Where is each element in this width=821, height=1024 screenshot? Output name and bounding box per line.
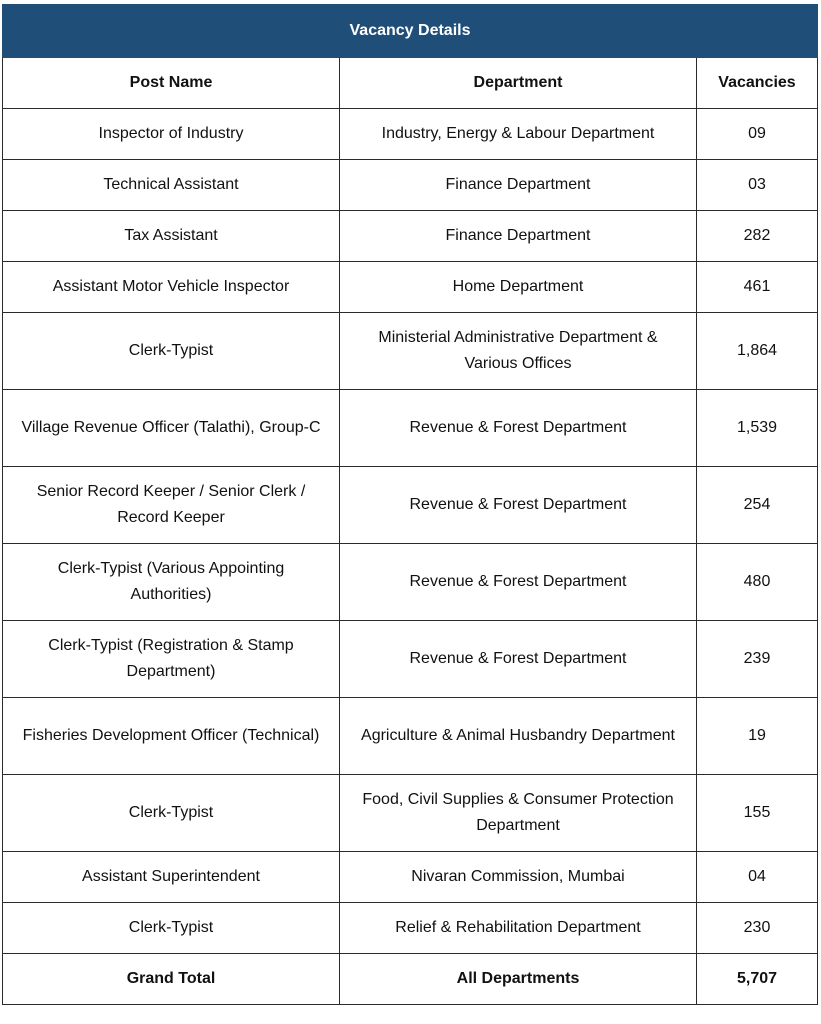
cell-post: Clerk-Typist (Registration & Stamp Department) — [3, 621, 340, 698]
table-row — [3, 621, 818, 698]
cell-vacancies: 254 — [697, 467, 818, 544]
cell-department: Finance Department — [340, 211, 697, 262]
cell-post: Clerk-Typist — [3, 775, 340, 852]
cell-vacancies: 1,539 — [697, 390, 818, 467]
total-label: Grand Total — [3, 954, 340, 1005]
vacancy-table — [2, 4, 818, 1005]
cell-vacancies: 09 — [697, 109, 818, 160]
cell-vacancies: 04 — [697, 852, 818, 903]
table-row — [3, 698, 818, 775]
cell-post: Inspector of Industry — [3, 109, 340, 160]
header-department: Department — [340, 58, 697, 109]
cell-post: Clerk-Typist — [3, 313, 340, 390]
cell-department: Home Department — [340, 262, 697, 313]
cell-department: Food, Civil Supplies & Consumer Protection Department — [340, 775, 697, 852]
cell-vacancies: 155 — [697, 775, 818, 852]
cell-post: Clerk-Typist — [3, 903, 340, 954]
table-row — [3, 160, 818, 211]
cell-post: Fisheries Development Officer (Technical) — [3, 698, 340, 775]
vacancy-table-container — [2, 4, 817, 1005]
table-row — [3, 313, 818, 390]
cell-vacancies: 19 — [697, 698, 818, 775]
table-row — [3, 109, 818, 160]
cell-vacancies: 230 — [697, 903, 818, 954]
header-post-name: Post Name — [3, 58, 340, 109]
cell-vacancies: 1,864 — [697, 313, 818, 390]
table-row — [3, 903, 818, 954]
cell-post: Village Revenue Officer (Talathi), Group-C — [3, 390, 340, 467]
cell-post: Tax Assistant — [3, 211, 340, 262]
table-row — [3, 852, 818, 903]
cell-department: Nivaran Commission, Mumbai — [340, 852, 697, 903]
total-vacancies: 5,707 — [697, 954, 818, 1005]
cell-vacancies: 480 — [697, 544, 818, 621]
cell-vacancies: 03 — [697, 160, 818, 211]
cell-department: Revenue & Forest Department — [340, 390, 697, 467]
cell-vacancies: 282 — [697, 211, 818, 262]
table-row — [3, 390, 818, 467]
table-row — [3, 544, 818, 621]
cell-department: Agriculture & Animal Husbandry Department — [340, 698, 697, 775]
cell-department: Industry, Energy & Labour Department — [340, 109, 697, 160]
cell-department: Finance Department — [340, 160, 697, 211]
grand-total-row — [3, 954, 818, 1005]
table-title-row — [3, 5, 818, 58]
table-title: Vacancy Details — [3, 5, 818, 58]
total-department: All Departments — [340, 954, 697, 1005]
cell-post: Technical Assistant — [3, 160, 340, 211]
table-row — [3, 467, 818, 544]
cell-department: Relief & Rehabilitation Department — [340, 903, 697, 954]
cell-department: Revenue & Forest Department — [340, 621, 697, 698]
cell-post: Clerk-Typist (Various Appointing Authorities) — [3, 544, 340, 621]
cell-department: Revenue & Forest Department — [340, 544, 697, 621]
table-row — [3, 775, 818, 852]
cell-post: Assistant Motor Vehicle Inspector — [3, 262, 340, 313]
table-row — [3, 211, 818, 262]
header-vacancies: Vacancies — [697, 58, 818, 109]
cell-department: Revenue & Forest Department — [340, 467, 697, 544]
cell-department: Ministerial Administrative Department & Various Offices — [340, 313, 697, 390]
cell-post: Senior Record Keeper / Senior Clerk / Record Keeper — [3, 467, 340, 544]
cell-vacancies: 239 — [697, 621, 818, 698]
cell-vacancies: 461 — [697, 262, 818, 313]
cell-post: Assistant Superintendent — [3, 852, 340, 903]
table-row — [3, 262, 818, 313]
table-header-row — [3, 58, 818, 109]
